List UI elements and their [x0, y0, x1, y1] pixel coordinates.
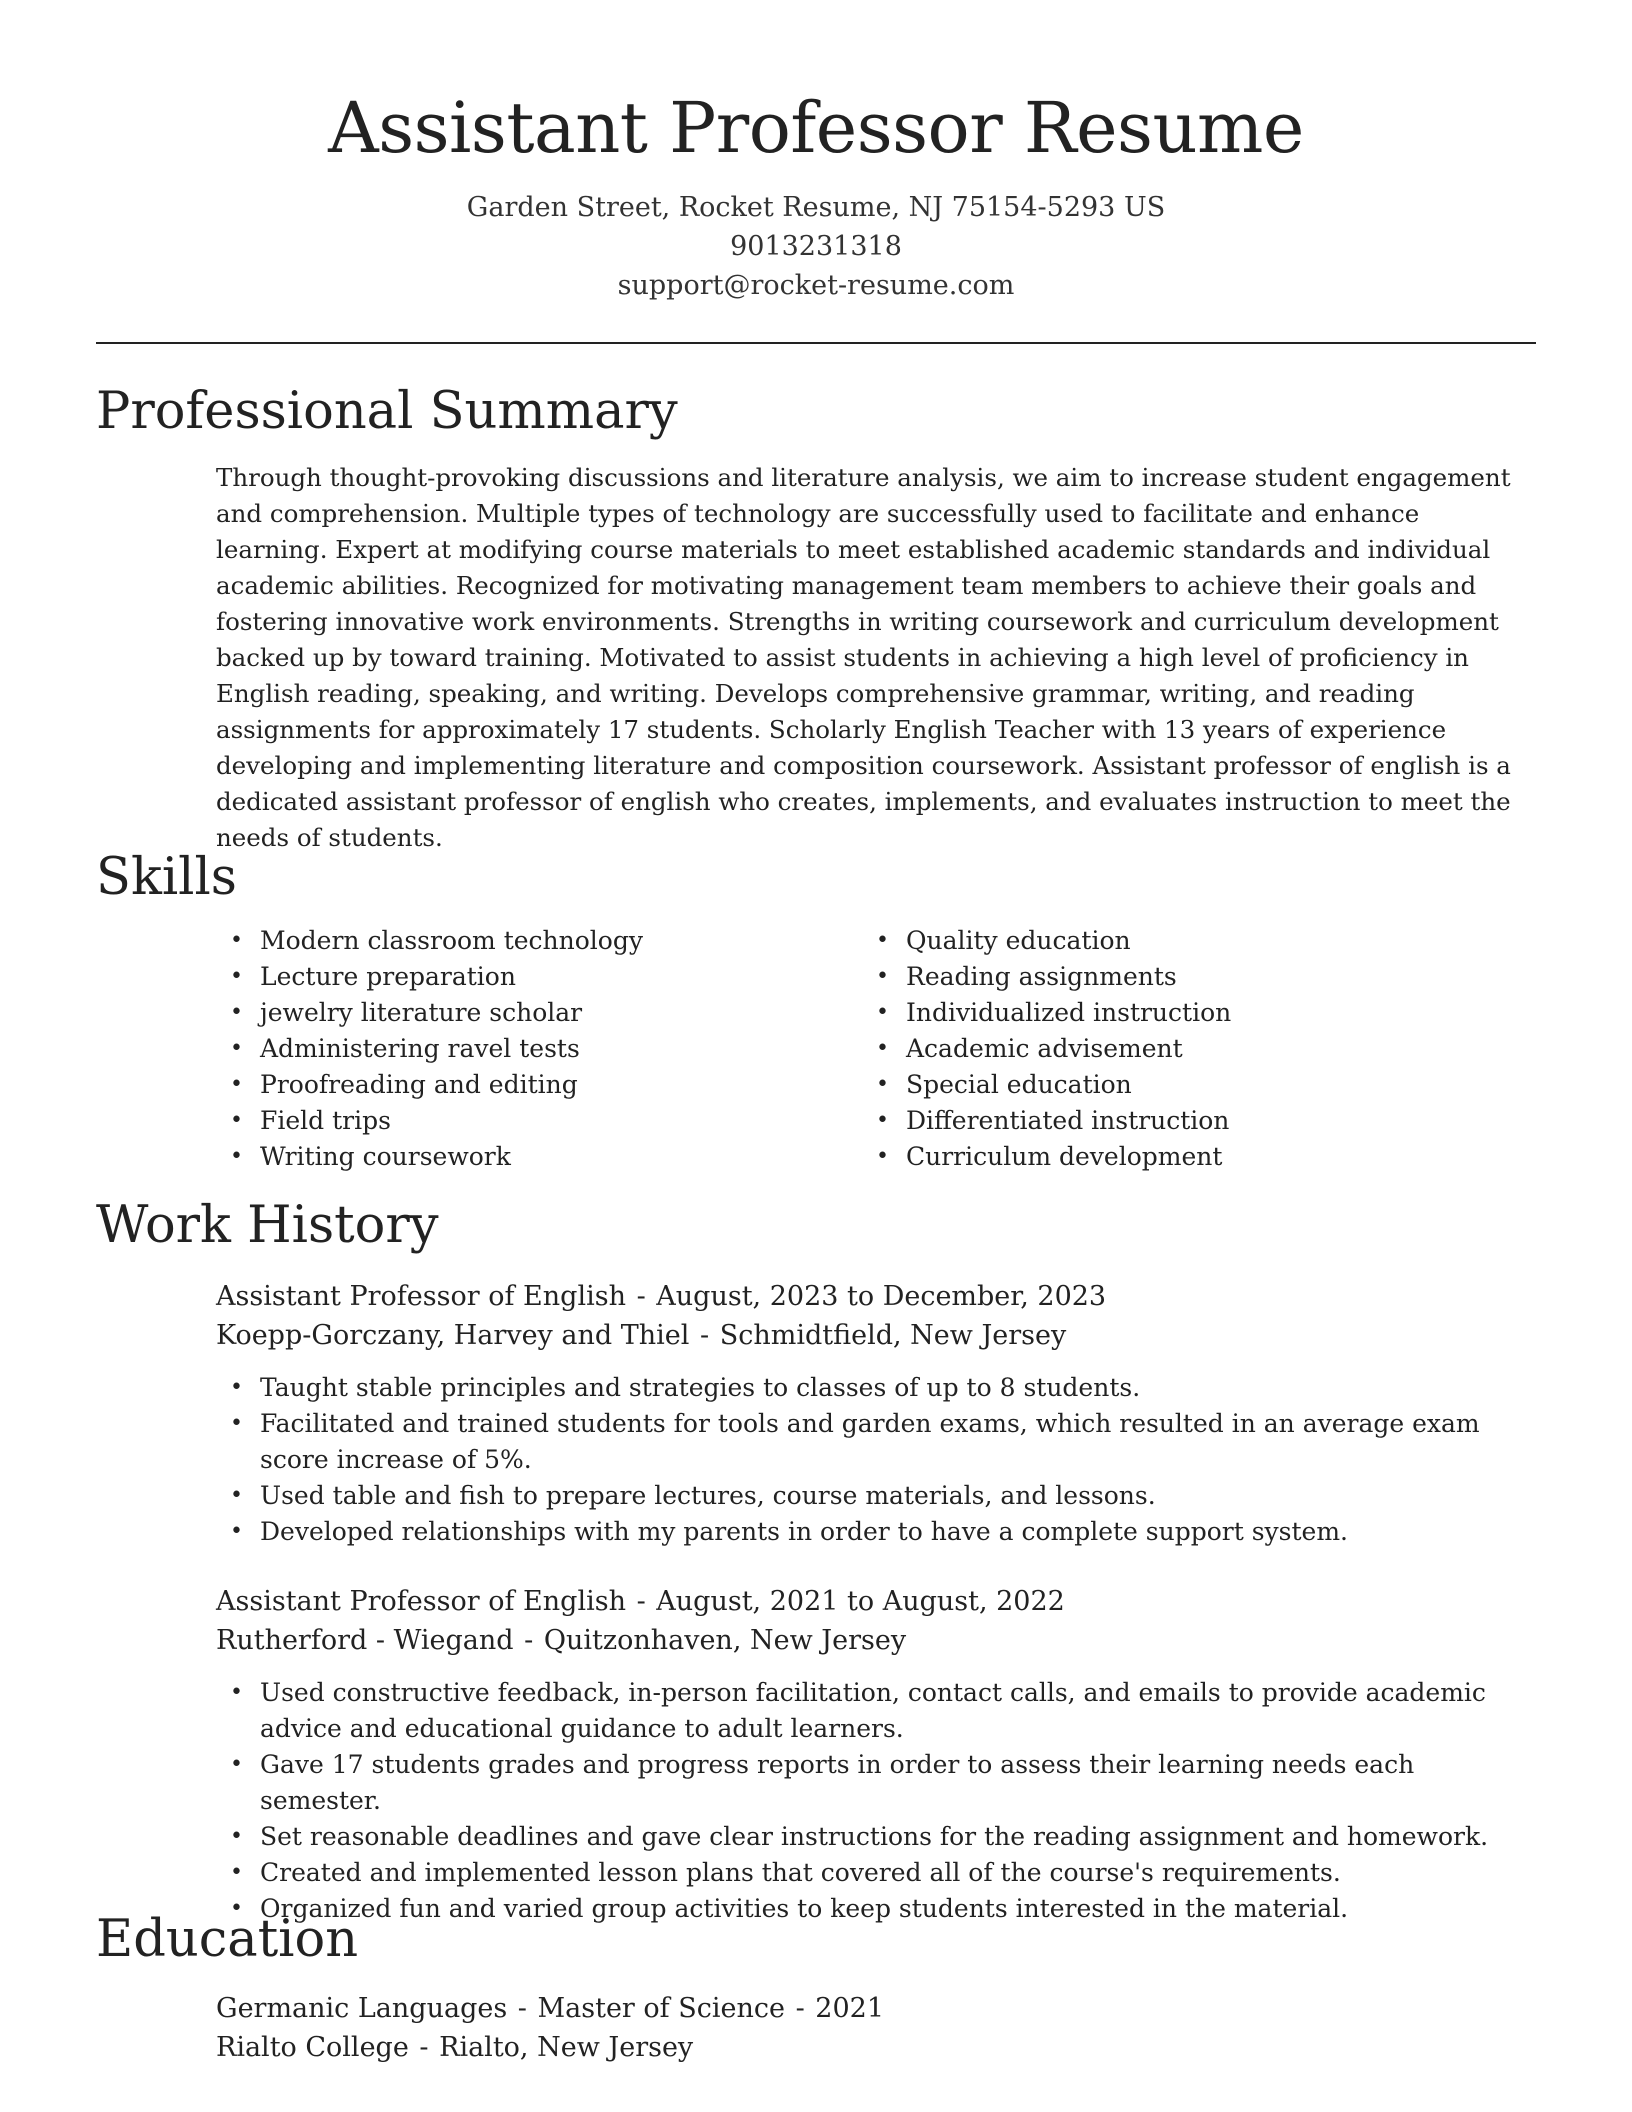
separator: -	[419, 2032, 429, 2063]
summary-heading: Professional Summary	[96, 382, 678, 441]
skills-list-right	[862, 923, 1482, 1175]
separator: -	[636, 1281, 646, 1312]
skill-item: • Quality education	[862, 923, 1482, 959]
skills-list-left	[216, 923, 836, 1175]
job-bullet: • Used constructive feedback, in-person facilitation, contact calls, and emails to provide academic advice and educational guidance to adult learners.	[216, 1675, 1536, 1747]
skill-item: • Special education	[862, 1067, 1482, 1103]
job-bullet-list	[216, 1370, 1536, 1550]
job-role: Assistant Professor of English	[216, 1586, 626, 1617]
education-degree: Master of Science	[537, 1993, 785, 2024]
skills-column-left	[216, 923, 836, 1175]
skill-item: • Curriculum development	[862, 1139, 1482, 1175]
job-company-line	[216, 1621, 1536, 1660]
skill-item: • Writing coursework	[216, 1139, 836, 1175]
skill-item: • Administering ravel tests	[216, 1031, 836, 1067]
job-bullet: • Set reasonable deadlines and gave clear instructions for the reading assignment and homework.	[216, 1819, 1536, 1855]
job-bullets	[216, 1370, 1536, 1550]
address: Garden Street, Rocket Resume, NJ 75154-5293 US	[466, 192, 1166, 223]
skills-column-right	[862, 923, 1482, 1175]
job-bullets	[216, 1675, 1536, 1927]
education-entry	[216, 1989, 1536, 2067]
job-title-line	[216, 1277, 1536, 1316]
separator: -	[699, 1320, 710, 1351]
education-heading: Education	[96, 1910, 359, 1969]
phone: 9013231318	[730, 231, 902, 262]
skill-item: • Differentiated instruction	[862, 1103, 1482, 1139]
job-dates: August, 2023 to December, 2023	[656, 1281, 1107, 1312]
job-bullet: • Created and implemented lesson plans that covered all of the course's requirements.	[216, 1855, 1536, 1891]
skill-item: • Lecture preparation	[216, 959, 836, 995]
work-history-heading: Work History	[96, 1196, 439, 1255]
job-bullet: • Used table and fish to prepare lectures, course materials, and lessons.	[216, 1478, 1536, 1514]
job-bullet: • Facilitated and trained students for tools and garden exams, which resulted in an average exam score increase of 5%.	[216, 1406, 1536, 1478]
job-bullet: • Taught stable principles and strategies to classes of up to 8 students.	[216, 1370, 1536, 1406]
separator: -	[636, 1586, 646, 1617]
degree-line	[216, 1989, 1536, 2028]
skill-item: • jewelry literature scholar	[216, 995, 836, 1031]
skill-item: • Modern classroom technology	[216, 923, 836, 959]
summary-body	[216, 460, 1536, 856]
job-bullet: • Organized fun and varied group activities to keep students interested in the material.	[216, 1891, 1536, 1927]
job-bullet-list	[216, 1675, 1536, 1927]
job-entry	[216, 1582, 1536, 1660]
skills-heading: Skills	[96, 848, 237, 907]
email: support@rocket-resume.com	[617, 270, 1015, 301]
separator: -	[795, 1993, 805, 2024]
skill-item: • Academic advisement	[862, 1031, 1482, 1067]
job-location: Quitzonhaven, New Jersey	[543, 1625, 907, 1656]
job-entry	[216, 1277, 1536, 1355]
candidate-name: Assistant Professor Resume	[328, 87, 1304, 169]
education-year: 2021	[815, 1993, 885, 2024]
summary-text: Through thought-provoking discussions and literature analysis, we aim to increase student engagement and comprehension. Multiple types of technology are successfully used to facilitate and enhance learning. Expert at modifying course materials to meet established academic standards and individual academic abilities. Recognized for motivating management team members to achieve their goals and fostering innovative work environments. Strengths in writing coursework and curriculum development backed up by toward training. Motivated to assist students in achieving a high level of proficiency in English reading, speaking, and writing. Develops comprehensive grammar, writing, and reading assignments for approximately 17 students. Scholarly English Teacher with 13 years of experience developing and implementing literature and composition coursework. Assistant professor of english is a dedicated assistant professor of english who creates, implements, and evaluates instruction to meet the needs of students.	[216, 463, 1511, 852]
separator: -	[517, 1993, 527, 2024]
contact-info	[96, 188, 1536, 305]
job-company: Rutherford - Wiegand	[216, 1625, 514, 1656]
header-divider	[96, 342, 1536, 344]
school-line	[216, 2028, 1536, 2067]
education-school: Rialto College	[216, 2032, 409, 2063]
job-location: Schmidtfield, New Jersey	[719, 1320, 1067, 1351]
job-bullet: • Gave 17 students grades and progress reports in order to assess their learning needs each semester.	[216, 1747, 1536, 1819]
skill-item: • Reading assignments	[862, 959, 1482, 995]
job-bullet: • Developed relationships with my parents in order to have a complete support system.	[216, 1514, 1536, 1550]
job-company-line	[216, 1316, 1536, 1355]
skill-item: • Proofreading and editing	[216, 1067, 836, 1103]
job-company: Koepp-Gorczany, Harvey and Thiel	[216, 1320, 690, 1351]
resume-header	[96, 78, 1536, 305]
separator: -	[524, 1625, 534, 1656]
skill-item: • Field trips	[216, 1103, 836, 1139]
skill-item: • Individualized instruction	[862, 995, 1482, 1031]
education-field: Germanic Languages	[216, 1993, 508, 2024]
job-role: Assistant Professor of English	[216, 1281, 626, 1312]
education-location: Rialto, New Jersey	[439, 2032, 694, 2063]
job-title-line	[216, 1582, 1536, 1621]
job-dates: August, 2021 to August, 2022	[656, 1586, 1065, 1617]
